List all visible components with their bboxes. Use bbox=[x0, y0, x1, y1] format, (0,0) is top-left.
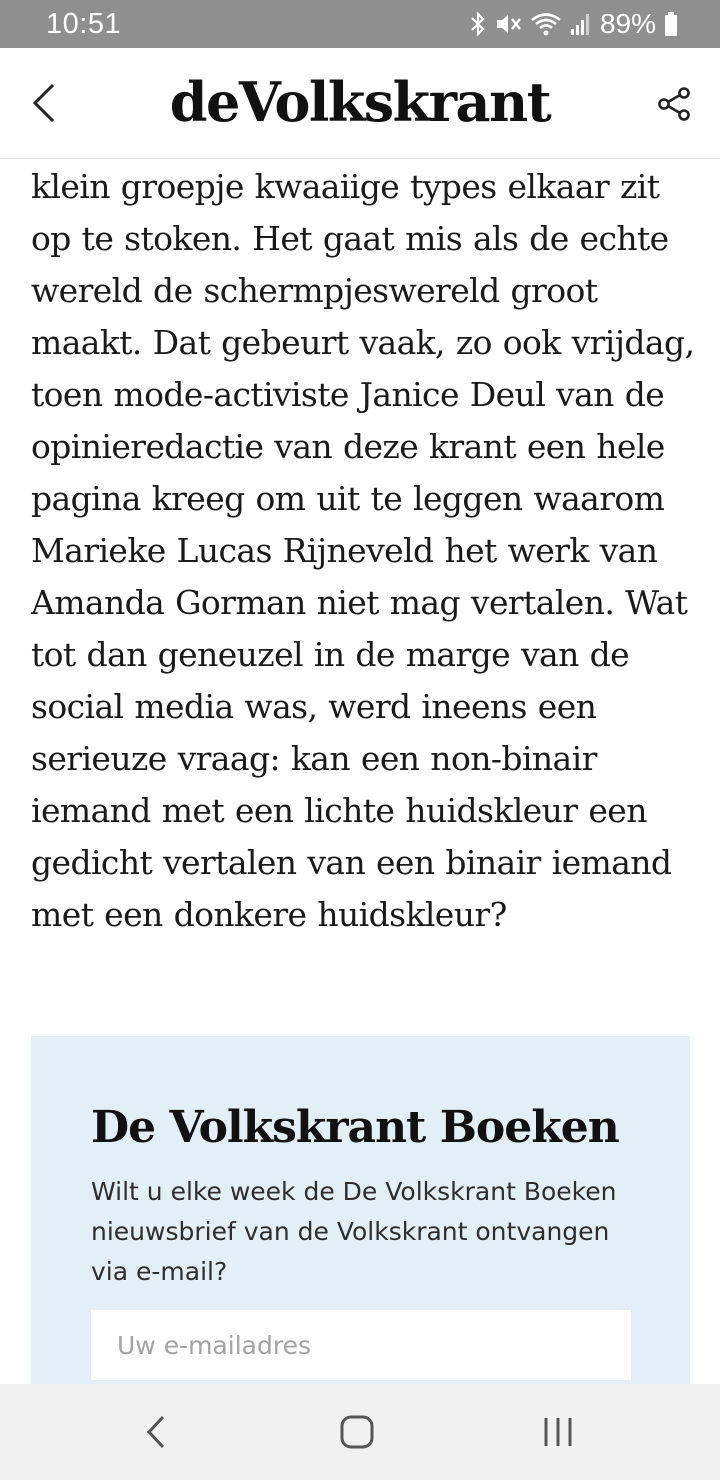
article-body bbox=[31, 158, 696, 941]
mute-icon bbox=[494, 11, 522, 37]
wifi-icon bbox=[530, 11, 562, 37]
battery-percent: 89% bbox=[599, 8, 656, 39]
newspaper-logo[interactable]: deVolkskrant bbox=[169, 70, 551, 134]
nav-home-button[interactable] bbox=[327, 1404, 387, 1460]
status-icons bbox=[470, 7, 678, 41]
recents-nav-icon bbox=[541, 1415, 575, 1449]
system-nav-bar bbox=[0, 1384, 720, 1480]
status-bar bbox=[0, 0, 720, 48]
share-icon bbox=[656, 86, 692, 122]
email-field[interactable] bbox=[91, 1310, 631, 1380]
newsletter-title: De Volkskrant Boeken bbox=[91, 1102, 619, 1153]
bluetooth-icon bbox=[470, 11, 486, 37]
nav-back-button[interactable] bbox=[126, 1404, 186, 1460]
battery-icon bbox=[664, 11, 678, 37]
back-nav-icon bbox=[144, 1414, 168, 1450]
newsletter-signup bbox=[31, 1036, 690, 1396]
home-nav-icon bbox=[339, 1414, 375, 1450]
app-bar bbox=[0, 48, 720, 159]
share-button[interactable] bbox=[650, 80, 698, 128]
nav-recents-button[interactable] bbox=[528, 1404, 588, 1460]
status-time: 10:51 bbox=[46, 8, 122, 40]
signal-icon bbox=[570, 11, 592, 37]
article-paragraph: klein groepje kwaaiige types elkaar zit op te stoken. Het gaat mis als de echte wereld de schermpjeswereld groot maakt. Dat gebeurt vaak, zo ook vrijdag, toen mode-activiste Janice Deul van de opinieredactie van deze krant een hele pagina kreeg om uit te leggen waarom Marieke Lucas Rijneveld het werk van Amanda Gorman niet mag vertalen. Wat tot dan geneuzel in de marge van de social media was, werd ineens een serieuze vraag: kan een non-binair iemand met een lichte huidskleur een gedicht vertalen van een binair iemand met een donkere huidskleur? bbox=[31, 167, 695, 934]
newsletter-description: Wilt u elke week de De Volkskrant Boeken nieuwsbrief van de Volkskrant ontvangen via e-mail? bbox=[91, 1177, 617, 1286]
